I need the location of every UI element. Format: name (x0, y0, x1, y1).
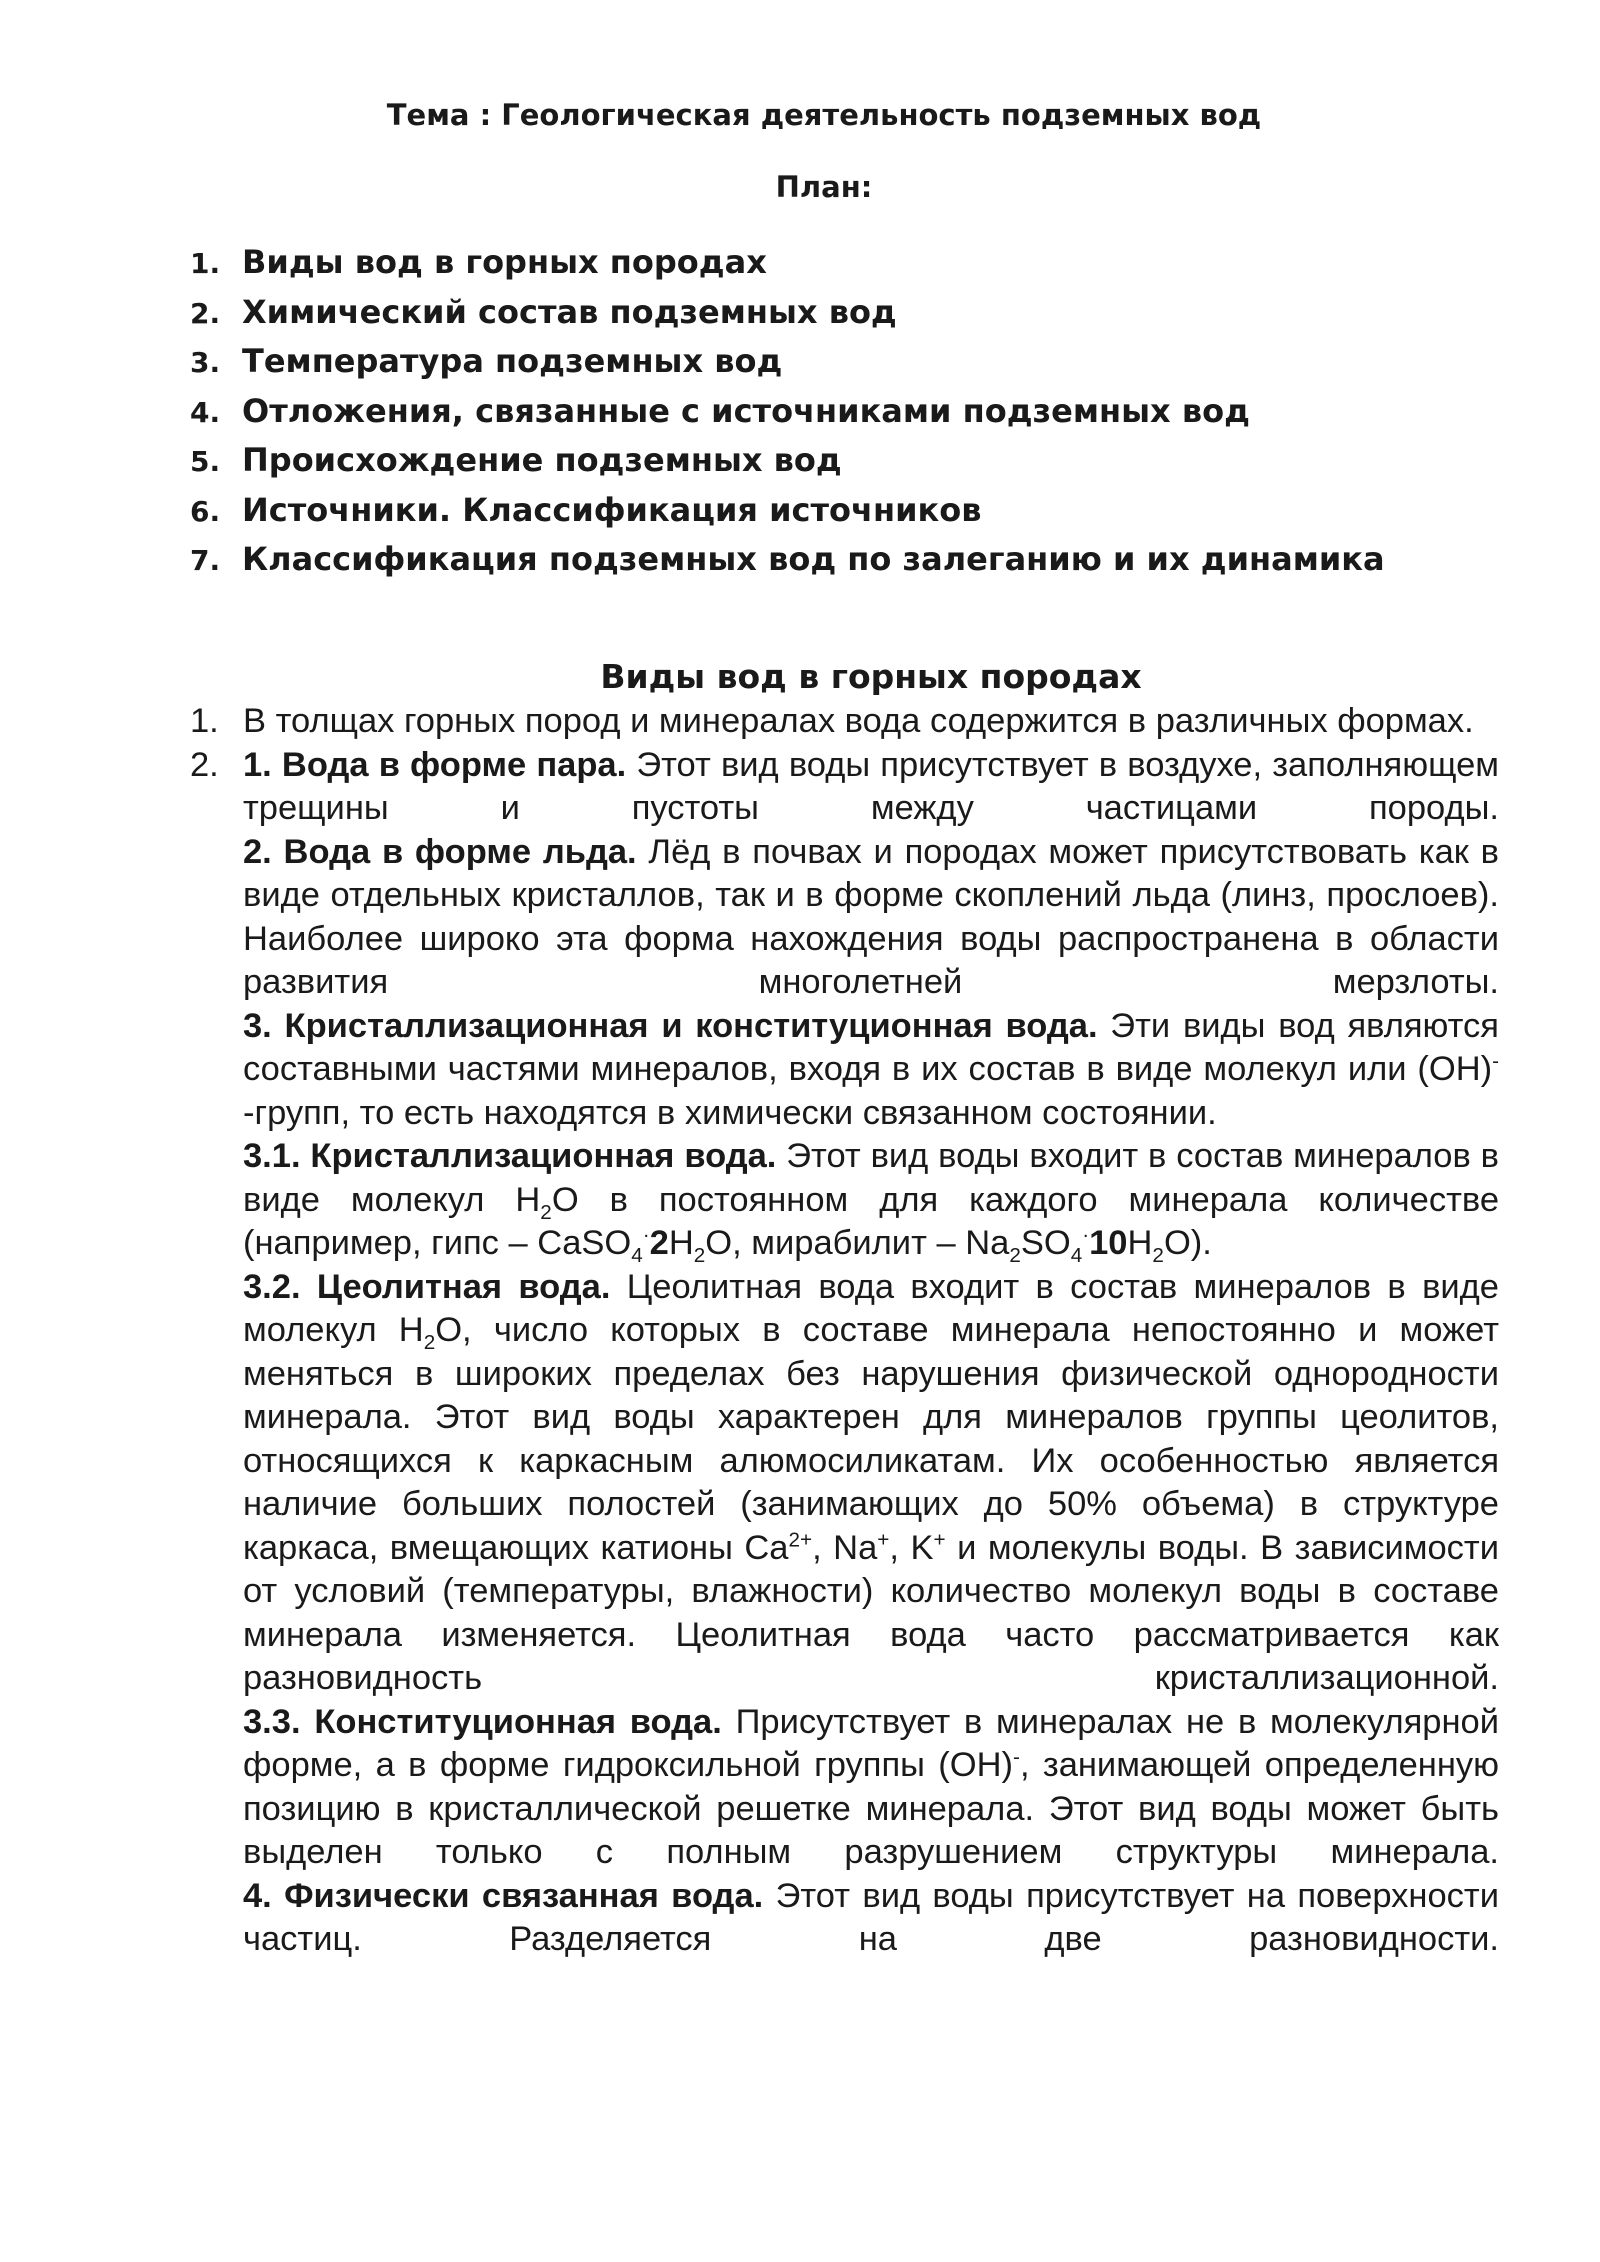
paragraph-text: Этот вид воды присутствует в воздухе, заполняющем трещины и пустоты между частицами породы. (243, 745, 1499, 827)
subscript: 2 (1152, 1243, 1164, 1267)
paragraph (243, 1135, 1499, 1266)
numbered-item (190, 700, 1499, 744)
paragraph-text: SO (1020, 1224, 1071, 1262)
section-heading: Виды вод в горных породах (600, 657, 1142, 696)
plan-item-text: Виды вод в горных породах (242, 243, 767, 281)
plan-heading: План: (775, 170, 873, 204)
topic-heading: Тема : Геологическая деятельность подземных вод (386, 98, 1262, 132)
plan-item-text: Происхождение подземных вод (242, 441, 842, 479)
plan-item-number: 1. (190, 247, 221, 280)
plan-item-text: Температура подземных вод (242, 342, 783, 380)
item-number: 1. (190, 702, 219, 740)
subscript: 2 (540, 1200, 552, 1224)
plan-item (190, 337, 1385, 387)
plan-item (190, 238, 1385, 288)
term: 2. Вода в форме льда. (243, 832, 637, 871)
paragraph-text: , Na (812, 1528, 878, 1567)
paragraph-text: Эти виды вод являются составными частями минералов, входя в их состав в виде молекул или (OH) (243, 1006, 1499, 1088)
plan-item-text: Источники. Классификация источников (242, 490, 982, 529)
paragraph-text: O в постоянном для каждого минерала количестве (например, гипс – CaSO (243, 1180, 1500, 1262)
term: 3. Кристаллизационная и конституционная вода. (243, 1006, 1098, 1045)
section-body (190, 700, 1500, 1962)
term: 3.3. Конституционная вода. (243, 1702, 722, 1741)
plan-item (190, 535, 1385, 585)
paragraph-text: O, число которых в составе минерала непостоянно и может меняться в широких пределах без нарушения физической однородности минерала. Этот вид воды характерен для минералов группы цеолитов, относящихся к каркасным алюмосиликатам. Их особенностью является наличие больших полостей (занимающих до 50% объема) в структуре каркаса, вмещающих катионы Ca (243, 1311, 1499, 1567)
paragraph-text: O). (1163, 1224, 1212, 1262)
paragraph-text: H (1127, 1224, 1153, 1262)
paragraph (243, 744, 1499, 831)
paragraph-text: , занимающей определенную позицию в кристаллической решетке минерала. Этот вид воды может быть выделен только с полным разрушением структуры минерала. (243, 1746, 1499, 1871)
plan-item-number: 6. (190, 494, 221, 528)
item-number: 2. (190, 745, 219, 784)
paragraph-text: , K (889, 1528, 934, 1567)
plan-item-text: Химический состав подземных вод (242, 292, 897, 331)
superscript: - (1492, 1049, 1499, 1073)
plan-item-number: 7. (190, 544, 221, 577)
plan-item-text: Классификация подземных вод по залеганию и их динамика (242, 540, 1385, 578)
plan-item (190, 288, 1385, 338)
middle-dot: · (642, 1223, 650, 1247)
superscript: + (933, 1528, 946, 1551)
subscript: 2 (423, 1330, 436, 1354)
paragraph-text: Лёд в почвах и породах может присутствовать как в виде отдельных кристаллов, так и в форме скоплений льда (линз, прослоев). Наиболее широко эта форма нахождения воды распространена в области развития многолетней мерзлоты. (243, 832, 1500, 1001)
paragraph-text: Этот вид воды присутствует на поверхности частиц. Разделяется на две разновидности. (243, 1876, 1499, 1958)
paragraph (243, 1266, 1499, 1701)
superscript: 2+ (788, 1528, 813, 1551)
plan-item-text: Отложения, связанные с источниками подземных вод (242, 391, 1250, 430)
bold-number: 2 (649, 1224, 669, 1262)
plan-item-number: 2. (190, 296, 221, 330)
paragraph-text: -групп, то есть находятся в химически связанном состоянии. (243, 1093, 1217, 1132)
paragraph-text: H (668, 1224, 694, 1262)
plan-list (190, 238, 1385, 585)
subscript: 2 (1009, 1243, 1021, 1267)
bold-number: 10 (1089, 1224, 1128, 1262)
middle-dot: · (1082, 1223, 1090, 1247)
plan-item-number: 5. (190, 445, 221, 478)
paragraph-text: и молекулы воды. В зависимости от условий (температуры, влажности) количество молекул воды в составе минерала изменяется. Цеолитная вода часто рассматривается как разновидность кристаллизационной. (243, 1528, 1499, 1697)
paragraph: В толщах горных пород и минералах вода содержится в различных формах. (243, 702, 1474, 740)
subscript: 4 (1070, 1243, 1083, 1267)
paragraph (243, 1875, 1499, 1962)
term: 1. Вода в форме пара. (243, 745, 627, 784)
paragraph (243, 1005, 1499, 1136)
subscript: 4 (631, 1243, 643, 1267)
plan-item (190, 387, 1385, 437)
subscript: 2 (693, 1243, 706, 1267)
term: 3.1. Кристаллизационная вода. (243, 1137, 777, 1175)
superscript: - (1013, 1745, 1020, 1769)
plan-item-number: 4. (190, 395, 221, 429)
paragraph-text: Цеолитная вода входит в состав минералов в виде молекул H (243, 1267, 1499, 1349)
paragraph (243, 831, 1499, 1005)
paragraph (243, 1701, 1499, 1875)
paragraph-text: O, мирабилит – Na (705, 1224, 1010, 1262)
term: 3.2. Цеолитная вода. (243, 1267, 611, 1306)
numbered-item (190, 744, 1500, 1962)
paragraph-text: Этот вид воды входит в состав минералов в виде молекул H (243, 1137, 1499, 1219)
term: 4. Физически связанная вода. (243, 1876, 764, 1915)
plan-item (190, 436, 1385, 486)
paragraph-text: Присутствует в минералах не в молекулярной форме, а в форме гидроксильной группы (OH) (243, 1702, 1500, 1784)
superscript: + (877, 1528, 890, 1551)
plan-item-number: 3. (190, 346, 221, 379)
plan-item (190, 486, 1385, 536)
